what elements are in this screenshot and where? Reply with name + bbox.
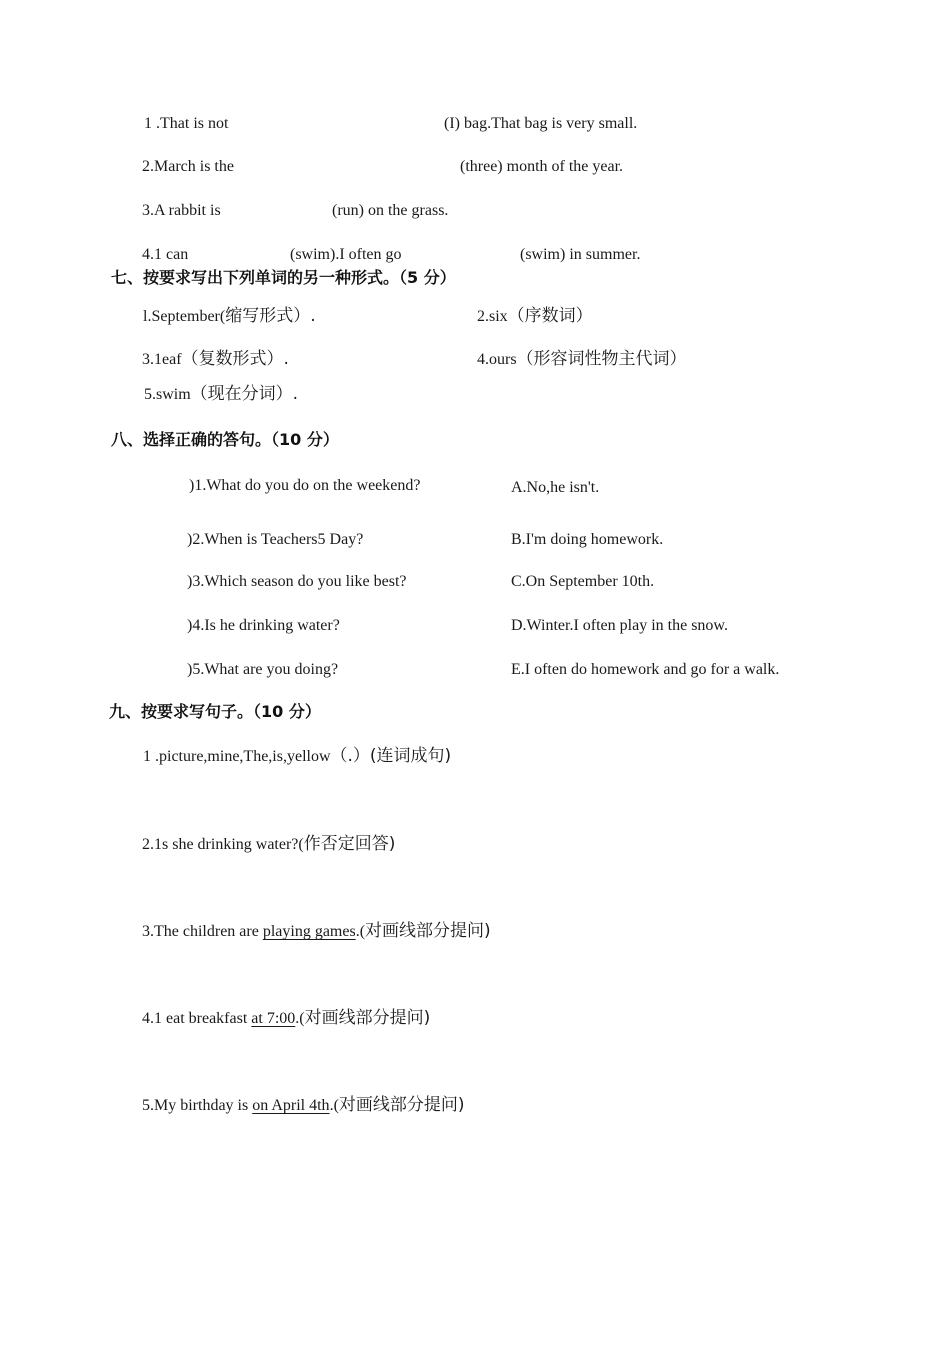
sentence-item-1-text: 1 .picture,mine,The,is,yellow	[143, 748, 331, 765]
sentence-item-5	[142, 1095, 465, 1116]
sentence-item-3-instruction: 对画线部分提问)	[365, 921, 491, 941]
word-form-item-5-cn: （现在分词）.	[190, 384, 299, 404]
sentence-item-3-underlined: playing games	[262, 923, 356, 940]
answer-b: B.I'm doing homework.	[511, 531, 664, 548]
sentence-item-2-text: 2.1s she drinking water?(	[142, 836, 304, 853]
section-9-heading: 九、按要求写句子。（10 分）	[109, 702, 321, 721]
sentence-item-3	[142, 921, 491, 942]
sentence-item-4-punct: .(	[295, 1010, 305, 1027]
answer-e: E.I often do homework and go for a walk.	[511, 661, 780, 678]
sentence-item-5-underlined: on April 4th	[252, 1097, 330, 1114]
fill-item-4-start: 4.1 can	[142, 246, 189, 263]
word-form-item-1-cn: 缩写形式）.	[225, 306, 316, 326]
sentence-item-2	[142, 834, 395, 855]
fill-item-3-end: (run) on the grass.	[332, 202, 449, 219]
answer-a: A.No,he isn't.	[511, 479, 600, 496]
word-form-item-5	[144, 384, 298, 405]
sentence-item-4-instruction: 对画线部分提问)	[304, 1008, 431, 1028]
sentence-item-5-instruction: 对画线部分提问)	[338, 1095, 465, 1115]
fill-item-2-start: 2.March is the	[142, 158, 234, 175]
sentence-item-5-text: 5.My birthday is	[142, 1097, 253, 1114]
word-form-item-2-cn: （序数词）	[507, 306, 593, 326]
fill-item-1-end: (I) bag.That bag is very small.	[444, 115, 638, 132]
answer-d: D.Winter.I often play in the snow.	[511, 617, 728, 634]
word-form-item-3-en: 3.1eaf	[142, 351, 182, 368]
fill-item-1-start: 1 .That is not	[144, 115, 229, 132]
answer-c: C.On September 10th.	[511, 573, 655, 590]
word-form-item-4	[477, 349, 687, 370]
sentence-item-5-punct: .(	[329, 1097, 339, 1114]
question-1: )1.What do you do on the weekend?	[189, 477, 421, 494]
sentence-item-1	[143, 746, 451, 767]
word-form-item-1-en: l.September(	[143, 308, 226, 325]
sentence-item-4-underlined: at 7:00	[251, 1010, 296, 1027]
sentence-item-2-instruction: 作否定回答)	[303, 834, 396, 854]
question-3: )3.Which season do you like best?	[187, 573, 407, 590]
word-form-item-3-cn: （复数形式）.	[181, 349, 289, 369]
word-form-item-4-en: 4.ours	[477, 351, 517, 368]
question-2: )2.When is Teachers5 Day?	[187, 531, 364, 548]
sentence-item-4	[142, 1008, 430, 1029]
word-form-item-4-cn: （形容词性物主代词）	[516, 349, 687, 369]
word-form-item-3	[142, 349, 289, 370]
word-form-item-1	[143, 306, 316, 327]
fill-item-4-middle: (swim).I often go	[290, 246, 402, 263]
word-form-item-2	[477, 306, 593, 327]
fill-item-4-end: (swim) in summer.	[520, 246, 641, 263]
word-form-item-2-en: 2.six	[477, 308, 508, 325]
sentence-item-4-text: 4.1 eat breakfast	[142, 1010, 252, 1027]
question-5: )5.What are you doing?	[187, 661, 339, 678]
sentence-item-3-punct: .(	[355, 923, 366, 940]
word-form-item-5-en: 5.swim	[144, 386, 191, 403]
fill-item-2-end: (three) month of the year.	[460, 158, 624, 175]
sentence-item-3-text: 3.The children are	[142, 923, 263, 940]
section-8-heading: 八、选择正确的答句。（10 分）	[111, 430, 339, 449]
sentence-item-1-instruction: （.）(连词成句)	[330, 746, 452, 766]
question-4: )4.Is he drinking water?	[187, 617, 340, 634]
section-7-heading: 七、按要求写出下列单词的另一种形式。（5 分）	[111, 268, 456, 287]
fill-item-3-start: 3.A rabbit is	[142, 202, 221, 219]
